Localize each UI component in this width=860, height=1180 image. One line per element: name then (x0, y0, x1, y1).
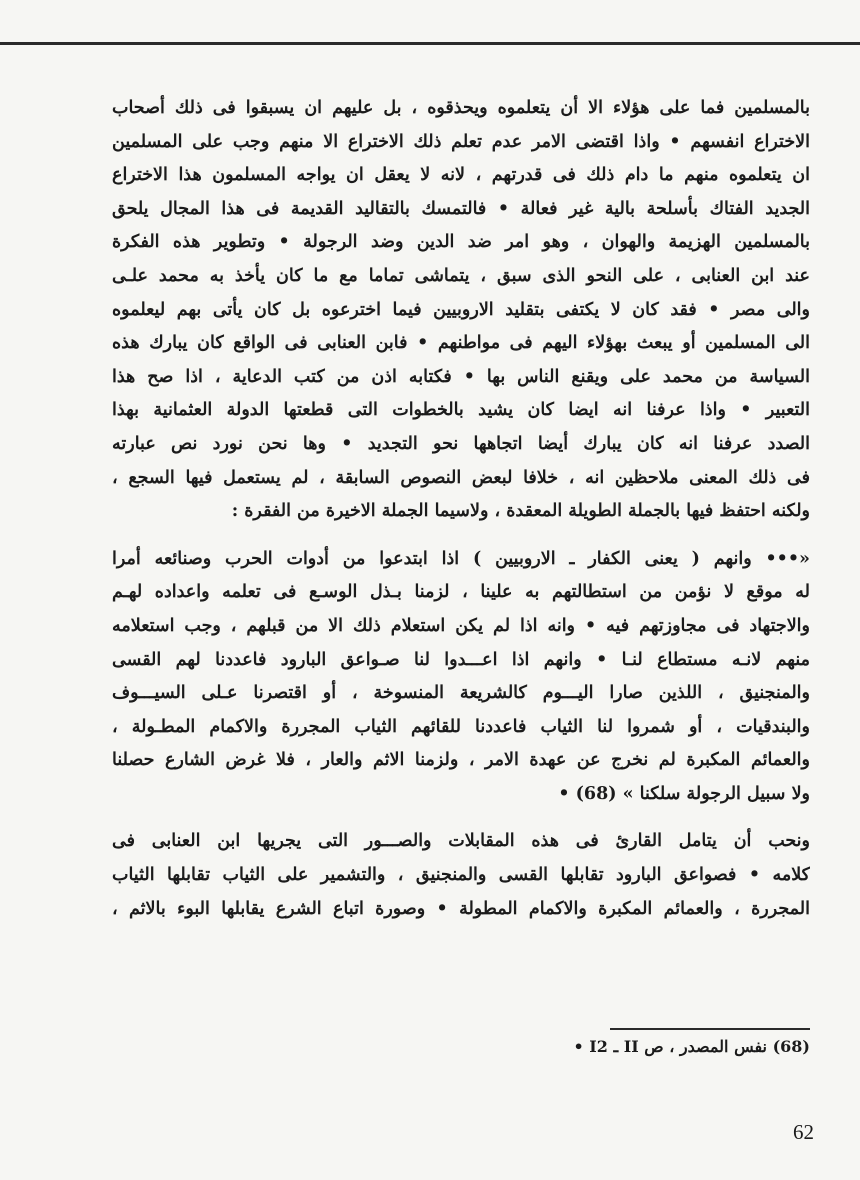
text-line: الصدد عرفنا انه كان يبارك أيضا اتجاهها نحو التجديد • وها نحن نورد نص عبارته (112, 433, 810, 454)
text-line: له موقع لا نؤمن من استطالتهم به علينا ، لزمنا بـذل الوسـع فى تعلمه واعداده لهـم (112, 582, 810, 603)
text-line: والمنجنيق ، اللذين صارا اليـــوم كالشريعة المنسوخة ، أو اقتصرنا عـلى السيـــوف (112, 683, 810, 704)
text-line: بالمسلمين الهزيمة والهوان ، وهو امر ضد الدين وضد الرجولة • وتطوير هذه الفكرة (112, 232, 810, 253)
text-line: المجررة ، والعمائم المكبرة والاكمام المطولة • وصورة اتباع الشرع يقابلها البوء بالاثم ، (112, 898, 810, 919)
paragraph-quote (112, 543, 810, 812)
text-line: «••• وانهم ( يعنى الكفار ـ الاروبيين ) اذا ابتدعوا من أدوات الحرب وصنائعه أمرا (112, 548, 810, 569)
paragraph-1 (112, 92, 810, 529)
text-line: عند ابن العنابى ، على النحو الذى سبق ، يتماشى تماما مع ما كان يأخذ به محمد علـى (112, 265, 810, 286)
page-number: 62 (793, 1120, 814, 1144)
text-line: التعبير • واذا عرفنا انه ايضا كان يشيد بالخطوات التى قطعتها الدولة العثمانية بهذا (112, 400, 810, 421)
text-line: بالمسلمين فما على هؤلاء الا أن يتعلموه ويحذقوه ، بل عليهم ان يسبقوا فى ذلك أصحاب (112, 98, 810, 118)
text-line: والعمائم المكبرة لم نخرج عن عهدة الامر ، ولزمنا الاثم والعار ، فلا غرض الشارع حصلنا (112, 750, 810, 771)
text-line: ولكنه احتفظ فيها بالجملة الطويلة المعقدة ، ولاسيما الجملة الاخيرة من الفقرة : (231, 501, 810, 522)
footnote: (68) نفس المصدر ، ص II ـ I2 • (573, 1037, 810, 1056)
text-line: والاجتهاد فى مجاوزتهم فيه • وانه اذا لم يكن استعلام ذلك الا من قبلهم ، وجب استعلامه (112, 615, 810, 636)
text-line: ولا سبيل الرجولة سلكنا » (68) • (558, 783, 810, 804)
text-line: كلامه • فصواعق البارود تقابلها القسى والمنجنيق ، والتشمير على الثياب تقابلها الثياب (112, 865, 810, 886)
text-line: فى ذلك المعنى ملاحظين انه ، خلافا لبعض النصوص السابقة ، لم يستعمل فيها السجع ، (112, 467, 810, 488)
text-line: الجديد الفتاك بأسلحة بالية غير فعالة • فالتمسك بالتقاليد القديمة فى هذا المجال يلحق (112, 198, 810, 219)
paragraph-3 (112, 825, 810, 926)
text-line: ونحب أن يتامل القارئ فى هذه المقابلات والصـــور التى يجريها ابن العنابى فى (112, 831, 810, 852)
body-text (112, 92, 810, 926)
text-line: ان يتعلموه منهم ما دام ذلك فى قدرتهم ، لانه لا يعقل ان يواجه المسلمون هذا الاختراع (112, 165, 810, 186)
paragraph-gap (112, 529, 810, 543)
text-line: السياسة من محمد على ويقنع الناس بها • فكتابه اذن من كتب الدعاية ، اذا صح هذا (112, 366, 810, 387)
text-line: والبندقيات ، أو شمروا لنا الثياب فاعددنا للقائهم الثياب المجررة والاكمام المطـولة ، (112, 716, 810, 737)
footnote-rule (610, 1028, 810, 1030)
top-rule (0, 42, 860, 45)
text-line: الاختراع انفسهم • واذا اقتضى الامر عدم تعلم ذلك الاختراع الا منهم وجب على المسلمين (112, 131, 810, 152)
paragraph-gap (112, 811, 810, 825)
text-line: منهم لانـه مستطاع لنـا • وانهم اذا اعـــدوا لنا صـواعق البارود فاعددنا لهم القسى (112, 649, 810, 670)
text-line: والى مصر • فقد كان لا يكتفى بتقليد الاروبيين فيما اخترعوه بل كان يأتى بهم ليعلموه (112, 299, 810, 320)
text-line: الى المسلمين أو يبعث بهؤلاء اليهم فى مواطنهم • فابن العنابى فى الواقع كان يبارك هذه (112, 333, 810, 354)
